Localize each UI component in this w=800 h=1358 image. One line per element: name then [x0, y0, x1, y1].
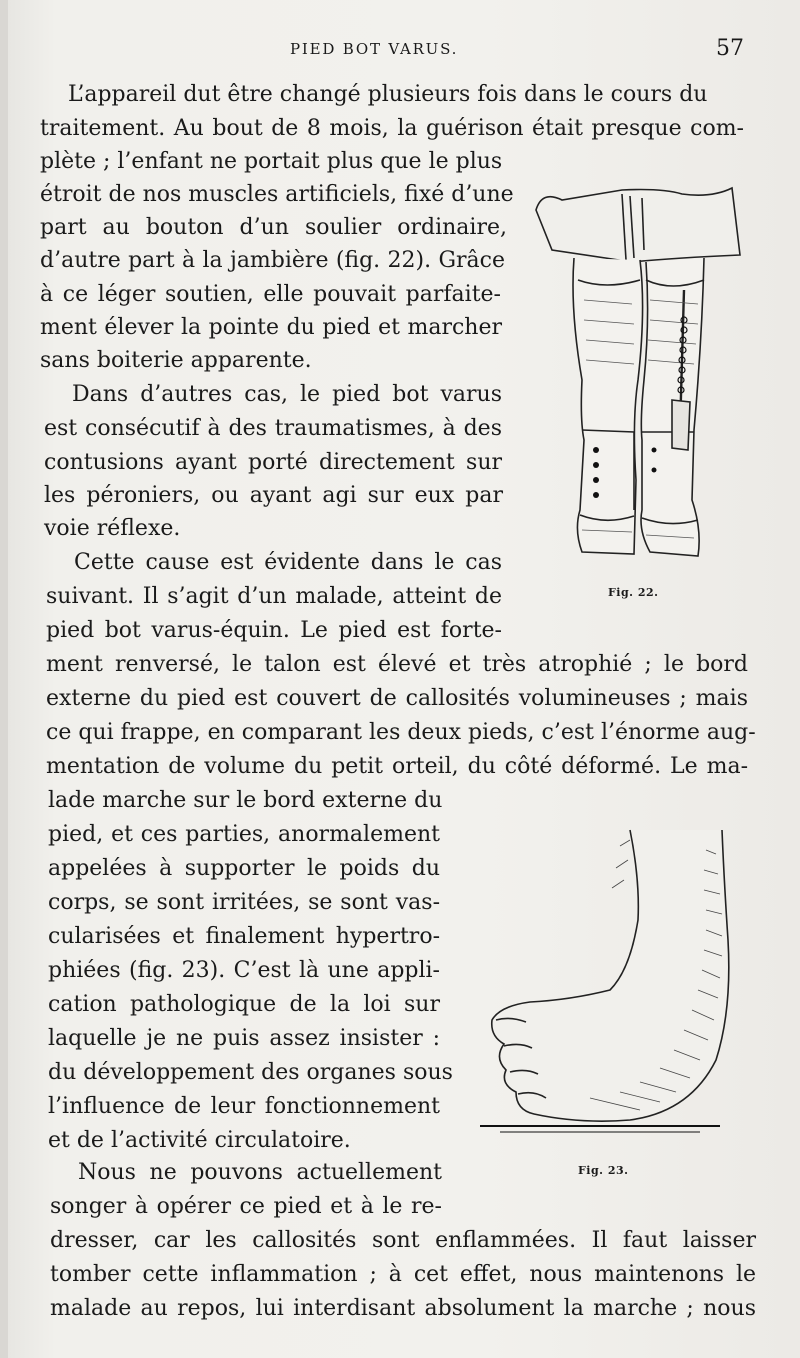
- figure-23-caption: Fig. 23.: [578, 1164, 629, 1177]
- figure-22-caption: Fig. 22.: [608, 586, 659, 599]
- text-line: Cette cause est évidente dans le cas: [74, 550, 502, 575]
- text-line: pied, et ces parties, anormalement: [48, 822, 440, 847]
- text-line: tomber cette inflammation ; à cet effet, nous maintenons le: [50, 1262, 756, 1287]
- text-line: plète ; l’enfant ne portait plus que le plus: [40, 149, 503, 174]
- text-line: dresser, car les callosités sont enflammées. Il faut laisser: [50, 1228, 756, 1253]
- text-line: songer à opérer ce pied et à le re-: [50, 1194, 442, 1219]
- figure-23-deformed-foot-illustration: [470, 820, 750, 1150]
- text-line: phiées (fig. 23). C’est là une appli-: [48, 958, 440, 983]
- text-line: suivant. Il s’agit d’un malade, atteint de: [46, 584, 502, 609]
- text-line: ce qui frappe, en comparant les deux pieds, c’est l’énorme aug-: [46, 720, 756, 745]
- text-line: externe du pied est couvert de callosités volumineuses ; mais: [46, 686, 748, 711]
- running-header: [0, 36, 800, 66]
- text-line: du développement des organes sous: [48, 1060, 453, 1085]
- text-line: ment renversé, le talon est élevé et très atrophié ; le bord: [46, 652, 748, 677]
- text-line: à ce léger soutien, elle pouvait parfaite-: [40, 282, 501, 307]
- text-line: l’influence de leur fonctionnement: [48, 1094, 440, 1119]
- page-number: 57: [716, 36, 744, 61]
- text-line: d’autre part à la jambière (fig. 22). Grâce: [40, 248, 505, 273]
- text-line: Dans d’autres cas, le pied bot varus: [72, 382, 502, 407]
- text-line: ment élever la pointe du pied et marcher: [40, 315, 502, 340]
- text-line: voie réflexe.: [44, 516, 181, 541]
- text-line: Nous ne pouvons actuellement: [78, 1160, 442, 1185]
- text-line: laquelle je ne puis assez insister :: [48, 1026, 440, 1051]
- text-line: contusions ayant porté directement sur: [44, 450, 502, 475]
- text-line: L’appareil dut être changé plusieurs fois dans le cours du: [68, 82, 708, 107]
- text-line: étroit de nos muscles artificiels, fixé d’une: [40, 182, 514, 207]
- text-line: et de l’activité circulatoire.: [48, 1128, 351, 1153]
- text-line: traitement. Au bout de 8 mois, la guérison était presque com-: [40, 116, 744, 141]
- text-line: les péroniers, ou ayant agi sur eux par: [44, 483, 503, 508]
- text-line: appelées à supporter le poids du: [48, 856, 440, 881]
- text-line: est consécutif à des traumatismes, à des: [44, 416, 502, 441]
- text-line: mentation de volume du petit orteil, du côté déformé. Le ma-: [46, 754, 748, 779]
- text-line: cularisées et finalement hypertro-: [48, 924, 440, 949]
- text-line: pied bot varus-équin. Le pied est forte-: [46, 618, 502, 643]
- text-line: corps, se sont irritées, se sont vas-: [48, 890, 440, 915]
- text-line: malade au repos, lui interdisant absolument la marche ; nous: [50, 1296, 756, 1321]
- text-line: part au bouton d’un soulier ordinaire,: [40, 215, 507, 240]
- figure-22-legs-brace-illustration: [522, 180, 752, 570]
- text-line: sans boiterie apparente.: [40, 348, 312, 373]
- text-line: cation pathologique de la loi sur: [48, 992, 440, 1017]
- running-title: PIED BOT VARUS.: [290, 40, 459, 58]
- text-line: lade marche sur le bord externe du: [48, 788, 443, 813]
